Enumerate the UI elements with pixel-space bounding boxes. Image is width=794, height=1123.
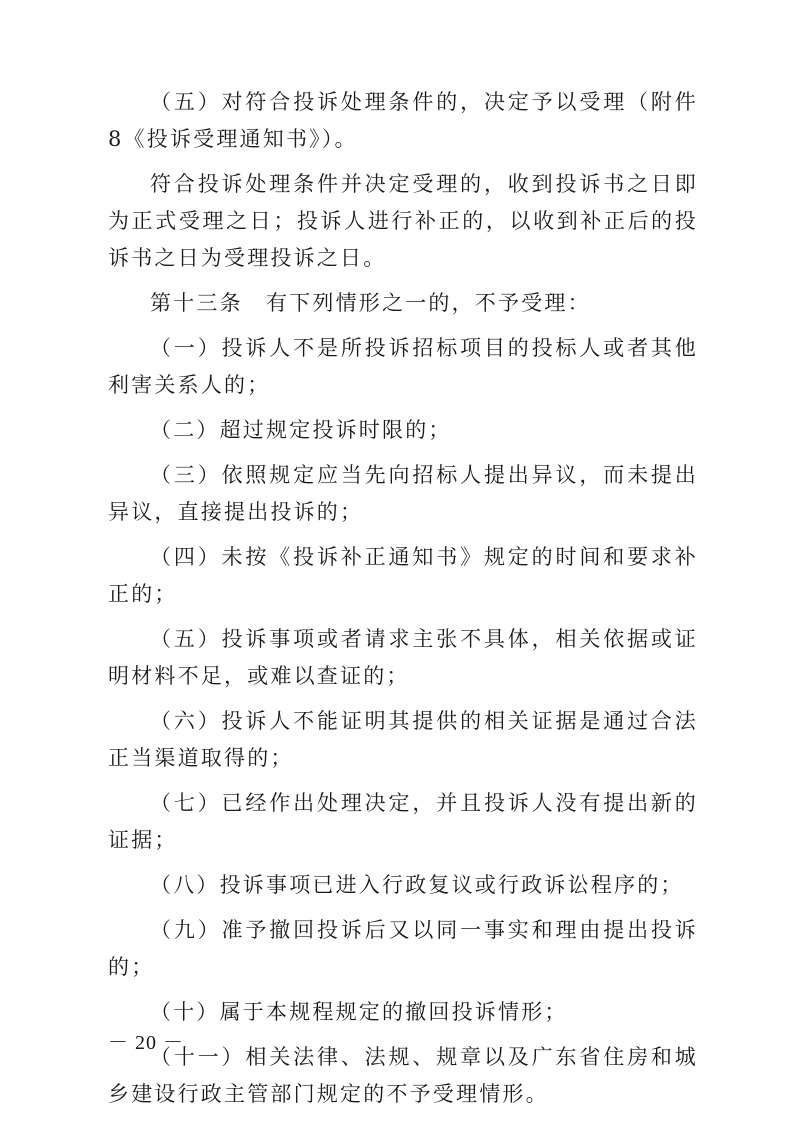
article-13-heading: 第十三条 有下列情形之一的，不予受理： (150, 291, 591, 315)
rejection-item-5: （五）投诉事项或者请求主张不具体，相关依据或证明材料不足，或难以查证的； (108, 627, 698, 688)
rejection-item-8: （八）投诉事项已进入行政复议或行政诉讼程序的； (150, 873, 684, 897)
paragraph-acceptance-date: 符合投诉处理条件并决定受理的，收到投诉书之日即为正式受理之日；投诉人进行补正的，以收到补正后的投诉书之日为受理投诉之日。 (108, 172, 698, 270)
rejection-item-1: （一）投诉人不是所投诉招标项目的投标人或者其他利害关系人的； (108, 336, 698, 397)
rejection-item-7: （七）已经作出处理决定，并且投诉人没有提出新的证据； (108, 791, 698, 852)
rejection-item-6: （六）投诉人不能证明其提供的相关证据是通过合法正当渠道取得的； (108, 709, 698, 770)
rejection-item-3: （三）依照规定应当先向招标人提出异议，而未提出异议，直接提出投诉的； (108, 463, 698, 524)
rejection-item-10: （十）属于本规程规定的撤回投诉情形； (150, 1000, 568, 1024)
paragraph-acceptance-item-5: （五）对符合投诉处理条件的，决定予以受理（附件8《投诉受理通知书》）。 (108, 90, 698, 151)
page-number: － 20 － (108, 1032, 184, 1054)
rejection-item-2: （二）超过规定投诉时限的； (150, 418, 452, 442)
rejection-item-9: （九）准予撤回投诉后又以同一事实和理由提出投诉的； (108, 918, 698, 979)
document-body (108, 84, 698, 1121)
rejection-item-11: （十一）相关法律、法规、规章以及广东省住房和城乡建设行政主管部门规定的不予受理情形。 (108, 1045, 698, 1106)
rejection-item-4: （四）未按《投诉补正通知书》规定的时间和要求补正的； (108, 545, 698, 606)
